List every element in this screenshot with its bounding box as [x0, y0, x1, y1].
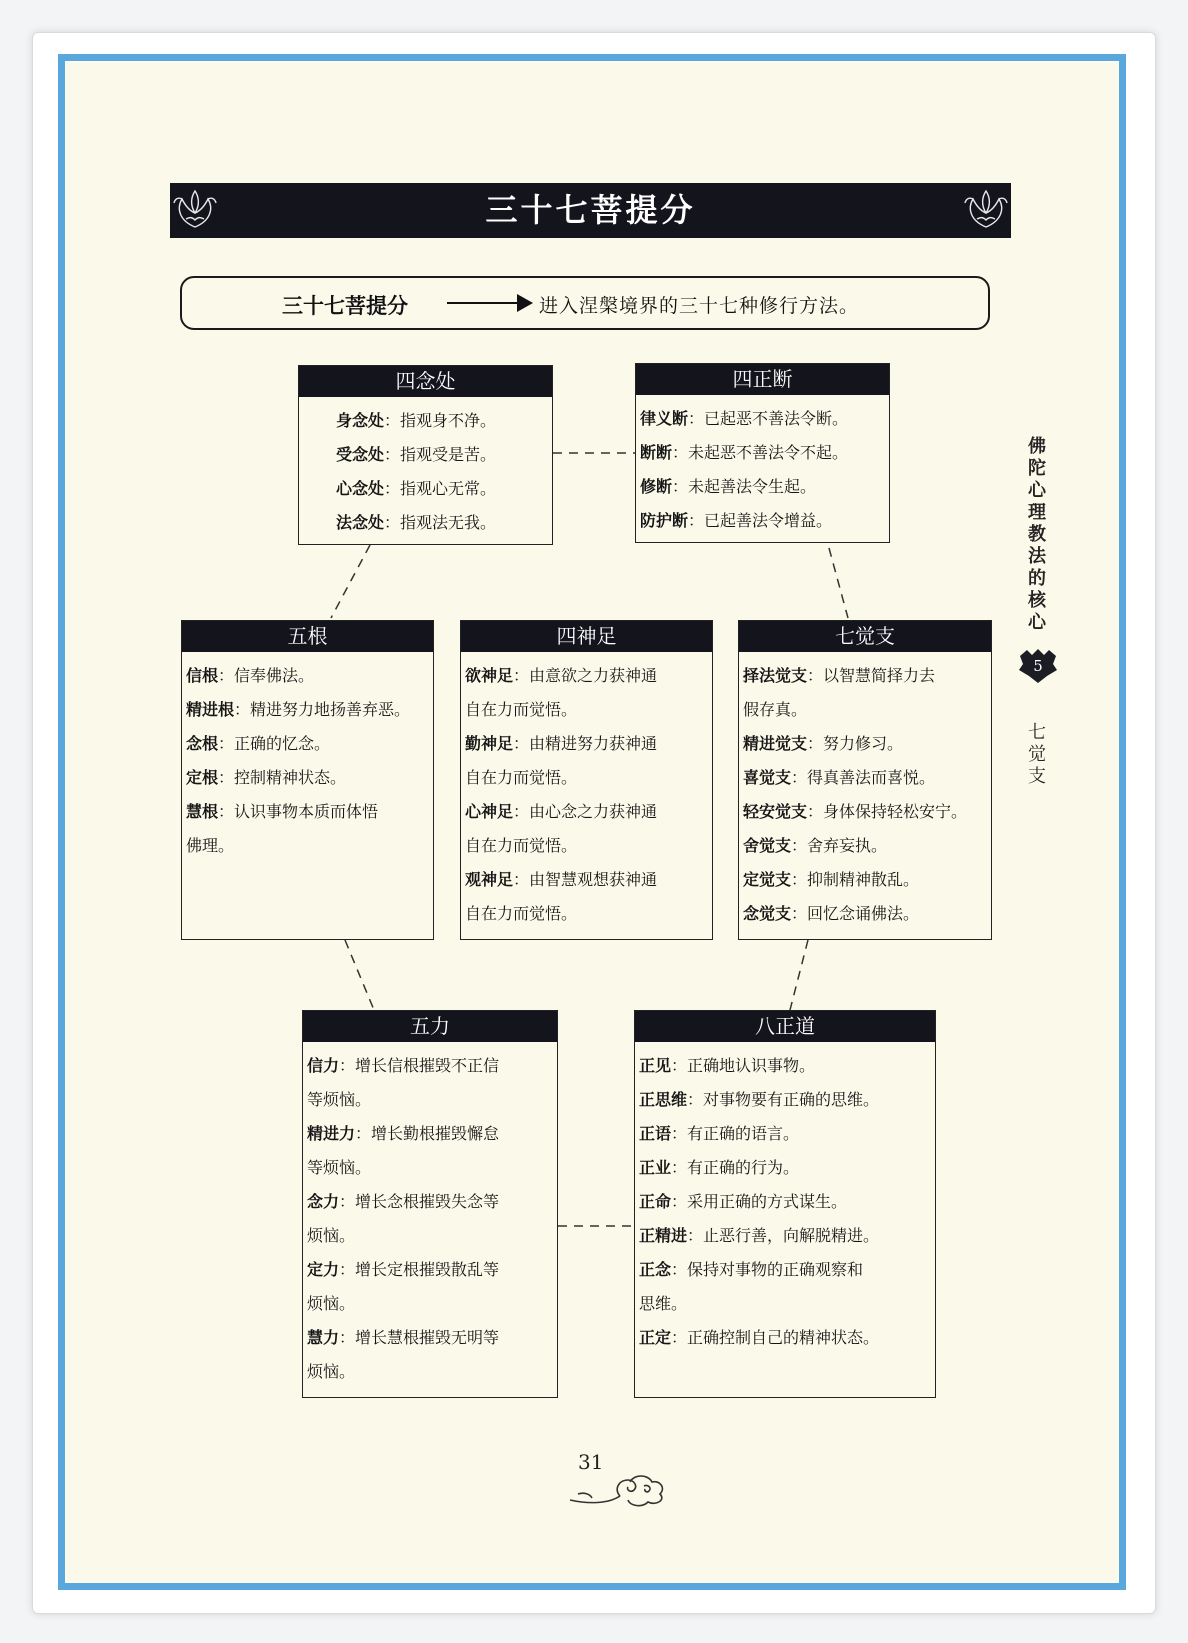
- cloud-ornament-icon: [568, 1470, 668, 1510]
- list-item: 舍觉支：舍弃妄执。: [743, 836, 888, 855]
- list-item: 念根：正确的忆念。: [186, 734, 331, 753]
- list-item: 信根：信奉佛法。: [186, 666, 315, 685]
- list-item: 信力：增长信根摧毁不正信: [307, 1056, 500, 1075]
- list-item: 法念处：指观法无我。: [336, 513, 497, 532]
- list-item: 正精进：止恶行善，向解脱精进。: [639, 1226, 880, 1245]
- list-item: 精进力：增长勤根摧毁懈怠: [307, 1124, 500, 1143]
- list-item-continuation: 等烦恼。: [307, 1090, 372, 1109]
- list-item: 正定：正确控制自己的精神状态。: [639, 1328, 880, 1347]
- list-item: 慧力：增长慧根摧毁无明等: [307, 1328, 500, 1347]
- list-item: 正命：采用正确的方式谋生。: [639, 1192, 848, 1211]
- list-item: 念觉支：回忆念诵佛法。: [743, 904, 920, 923]
- list-item-continuation: 自在力而觉悟。: [465, 700, 578, 719]
- list-item: 正思维：对事物要有正确的思维。: [639, 1090, 880, 1109]
- list-item: 律义断：已起恶不善法令断。: [640, 409, 849, 428]
- panel-title: 四念处: [299, 366, 552, 397]
- list-item-continuation: 等烦恼。: [307, 1158, 372, 1177]
- chapter-badge: [1017, 648, 1059, 684]
- list-item-continuation: 烦恼。: [307, 1294, 356, 1313]
- panel-title: 五力: [303, 1011, 557, 1042]
- panel-seven-factors: [738, 620, 992, 940]
- list-item: 念力：增长念根摧毁失念等: [307, 1192, 500, 1211]
- page-title: 三十七菩提分: [485, 191, 696, 229]
- list-item: 断断：未起恶不善法令不起。: [640, 443, 849, 462]
- list-item: 正语：有正确的语言。: [639, 1124, 800, 1143]
- panel-eightfold-path: [634, 1010, 936, 1398]
- list-item: 身念处：指观身不净。: [336, 411, 497, 430]
- list-item-continuation: 假存真。: [743, 700, 808, 719]
- list-item: 受念处：指观受是苦。: [336, 445, 497, 464]
- list-item: 精进根：精进努力地扬善弃恶。: [186, 700, 411, 719]
- panel-four-mindfulness: [298, 365, 553, 545]
- list-item: 心神足：由心念之力获神通: [465, 802, 658, 821]
- panel-title: 七觉支: [739, 621, 991, 652]
- definition-term: 三十七菩提分: [282, 294, 408, 318]
- definition-text: 进入涅槃境界的三十七种修行方法。: [539, 295, 860, 317]
- list-item: 欲神足：由意欲之力获神通: [465, 666, 658, 685]
- list-item-continuation: 自在力而觉悟。: [465, 768, 578, 787]
- panel-five-powers: [302, 1010, 558, 1398]
- list-item: 精进觉支：努力修习。: [743, 734, 904, 753]
- list-item: 观神足：由智慧观想获神通: [465, 870, 658, 889]
- list-item: 定根：控制精神状态。: [186, 768, 347, 787]
- list-item-continuation: 烦恼。: [307, 1362, 356, 1381]
- list-item-continuation: 烦恼。: [307, 1226, 356, 1245]
- list-item: 轻安觉支：身体保持轻松安宁。: [743, 802, 968, 821]
- list-item: 正业：有正确的行为。: [639, 1158, 800, 1177]
- panel-four-bases: [460, 620, 713, 940]
- list-item: 喜觉支：得真善法而喜悦。: [743, 768, 936, 787]
- panel-title: 四正断: [636, 364, 889, 395]
- panel-title: 五根: [182, 621, 433, 652]
- list-item: 防护断：已起善法令增益。: [640, 511, 833, 530]
- chapter-number: 5: [1033, 657, 1043, 675]
- list-item: 正见：正确地认识事物。: [639, 1056, 816, 1075]
- chapter-title: 佛 陀 心 理 教 法 的 核 心: [1028, 436, 1046, 633]
- list-item: 择法觉支：以智慧简择力去: [743, 666, 936, 685]
- panel-title: 八正道: [635, 1011, 935, 1042]
- panel-four-right-efforts: [635, 363, 890, 543]
- panel-five-roots: [181, 620, 434, 940]
- section-title: 七 觉 支: [1028, 722, 1046, 787]
- list-item: 勤神足：由精进努力获神通: [465, 734, 658, 753]
- list-item: 心念处：指观心无常。: [336, 479, 497, 498]
- list-item: 慧根：认识事物本质而体悟: [186, 802, 379, 821]
- page-number: 31: [578, 1450, 604, 1474]
- list-item-continuation: 自在力而觉悟。: [465, 904, 578, 923]
- list-item: 定力：增长定根摧毁散乱等: [307, 1260, 500, 1279]
- list-item: 修断：未起善法令生起。: [640, 477, 817, 496]
- panel-title: 四神足: [461, 621, 712, 652]
- list-item-continuation: 自在力而觉悟。: [465, 836, 578, 855]
- list-item: 定觉支：抑制精神散乱。: [743, 870, 920, 889]
- list-item-continuation: 思维。: [639, 1294, 688, 1313]
- list-item: 正念：保持对事物的正确观察和: [639, 1260, 864, 1279]
- list-item-continuation: 佛理。: [186, 836, 235, 855]
